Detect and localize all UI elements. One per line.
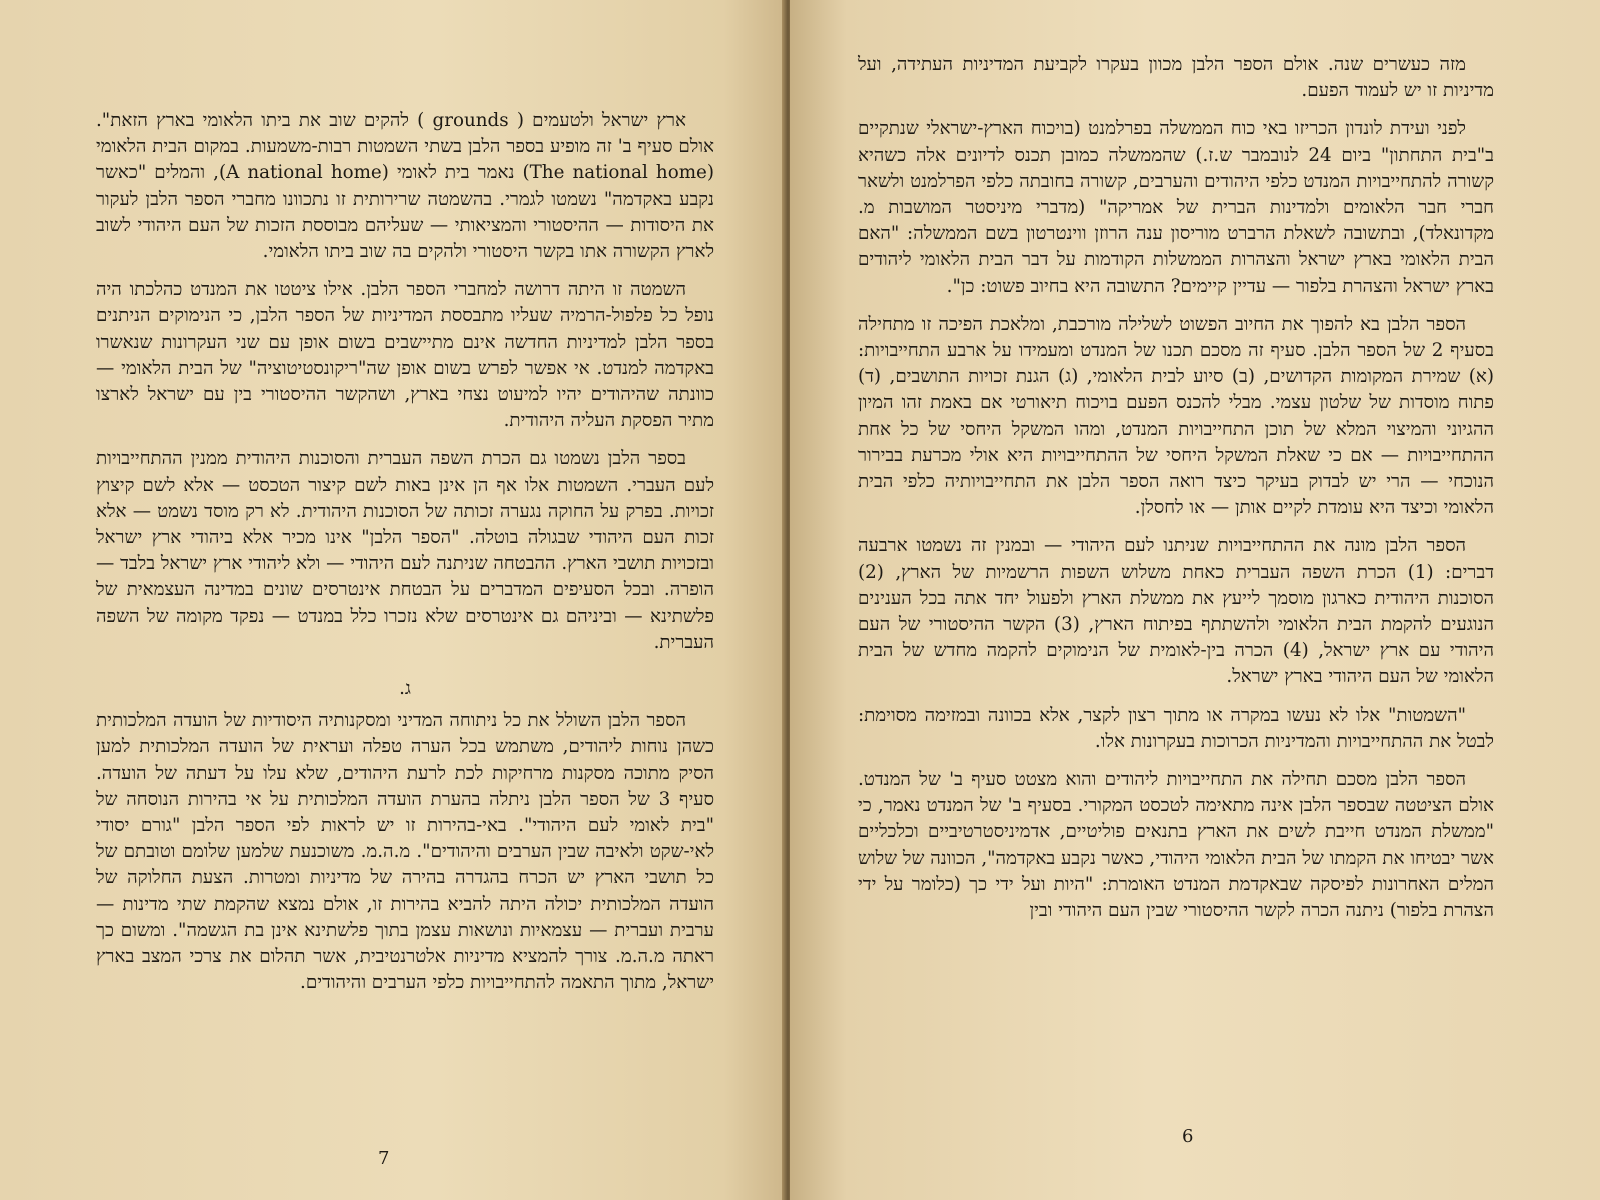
paragraph: ארץ ישראל ולטעמים ( grounds ) להקים שוב את ביתו הלאומי בארץ הזאת". אולם סעיף ב' זה מופיע בספר הלבן בשתי השמטות רבות-משמעות. במקום הבית הלאומי (The national home) נאמר בית לאומי (A national home), והמלים "כאשר נקבע באקדמה" נשמטו לגמרי. בהשמטה שרירותית זו נתכוונו מחברי הספר הלבן לעקור את היסודות — ההיסטורי והמציאותי — שעליהם מבוססת הזכות של העם היהודי לשוב לארץ הקשורה אתו בקשר היסטורי ולהקים בה שוב ביתו הלאומי. bbox=[96, 110, 714, 263]
left-page-text bbox=[96, 108, 714, 1009]
paragraph: הספר הלבן מסכם תחילה את התחייבויות ליהודים והוא מצטט סעיף ב' של המנדט. אולם הציטטה שבספר הלבן אינה מתאימה לטכסט המקורי. בסעיף ב' של המנדט נאמר, כי "ממשלת המנדט חייבת לשים את הארץ בתנאים פוליטיים, אדמיניסטרטיביים וכלכליים אשר יבטיחו את הקמתו של הבית הלאומי היהודי, כאשר נקבע באקדמה", הכוונה של שלוש המלים האחרונות לפיסקה שבאקדמת המנדט האומרת: "היות ועל ידי כך (כלומר על ידי הצהרת בלפור) ניתנה הכרה לקשר ההיסטורי שבין העם היהודי ובין bbox=[858, 769, 1494, 922]
paragraph: לפני ועידת לונדון הכריזו באי כוח הממשלה בפרלמנט (בויכוח הארץ-ישראלי שנתקיים ב"בית התחתון" ביום 24 לנובמבר ש.ז.) שהממשלה כמובן תכנס לדיונים אלה כשהיא קשורה להתחייבויות המנדט כלפי היהודים והערבים, קשורה בחובתה כלפי הפרלמנט ולשאר חברי חבר הלאומים ולמדינות הברית של אמריקה" (מדברי מיניסטר המושבות מ. מקדונאלד), ובתשובה לשאלת הרברט מוריסון ענה הרוזן ווינטרטון בשם הממשלה: "האם הבית הלאומי בארץ ישראל והצהרות הממשלות הקודמות על דבר הבית הלאומי ליהודים בארץ ישראל והצהרת בלפור — עדיין קיימים? התשובה היא בחיוב פשוט: כן". bbox=[858, 118, 1494, 297]
right-page bbox=[790, 0, 1600, 1200]
page-number: 7 bbox=[378, 1148, 390, 1169]
paragraph: הספר הלבן השולל את כל ניתוחה המדיני ומסקנותיה היסודיות של הועדה המלכותית כשהן נוחות ליהודים, משתמש בכל הערה טפלה ועראית של הועדה המלכותית למען הסיק מתוכה מסקנות מרחיקות לכת לרעת היהודים, שלא עלו על דעתה של הועדה. סעיף 3 של הספר הלבן ניתלה בהערת הועדה המלכותית על אי בהירות הנוסחה של "בית לאומי לעם היהודי". באי-בהירות זו יש לראות לפי הספר הלבן "גורם יסודי לאי-שקט ולאיבה שבין הערבים והיהודים". מ.ה.מ. משוכנעת שלמען שלומם וטובתם של כל תושבי הארץ יש הכרח בהגדרה בהירה של מדיניות ומטרות. הצעת החלוקה של הועדה המלכותית יכולה היתה להביא בהירות זו, אולם נמצא שהקמת שתי מדינות — ערבית ועברית — עצמאיות ונושאות עצמן בתוך פלשתינא אינן בת הגשמה". ומשום כך ראתה מ.ה.מ. צורך להמציא מדיניות אלטרנטיבית, אשר תהלום את צרכי המצב בארץ ישראל, מתוך התאמה להתחייבויות כלפי הערבים והיהודים. bbox=[96, 710, 714, 994]
paragraph: מזה כעשרים שנה. אולם הספר הלבן מכוון בעקרו לקביעת המדיניות העתידה, ועל מדיניות זו יש לעמוד הפעם. bbox=[858, 54, 1494, 102]
paragraph: "השמטות" אלו לא נעשו במקרה או מתוך רצון לקצר, אלא בכוונה ובמזימה מסוימת: לבטל את ההתחייבויות והמדיניות הכרוכות בעקרונות אלו. bbox=[858, 704, 1494, 752]
paragraph: הספר הלבן בא להפוך את החיוב הפשוט לשלילה מורכבת, ומלאכת הפיכה זו מתחילה בסעיף 2 של הספר הלבן. סעיף זה מסכם תכנו של המנדט ומעמידו על ארבע התחייבויות: (א) שמירת המקומות הקדושים, (ב) סיוע לבית הלאומי, (ג) הגנת זכויות התושבים, (ד) פתוח מוסדות של שלטון עצמי. מבלי להכנס הפעם בויכוח תיאורטי אם באמת זהו המיון ההגיוני והמיצוי המלא של תוכן התחייבויות המנדט, ומהו המשקל היחסי של כל אחת ההתחייבויות — אם כי שאלת המשקל היחסי של ההתחייבויות היא אולי מכרעת בבירור הנוכחי — הרי יש לבדוק בעיקר כיצד רואה הספר הלבן את התחייבויותיה כלפי הבית הלאומי וכיצד היא עומדת לקיים אותן — או לחסלן. bbox=[858, 313, 1494, 519]
right-page-text bbox=[858, 52, 1494, 936]
paragraph: השמטה זו היתה דרושה למחברי הספר הלבן. אילו ציטטו את המנדט כהלכתו היה נופל כל פלפול-הרמיה שעליו מתבססת המדיניות של הספר הלבן, כי הנימוקים הניתנים בספר הלבן למדיניות החדשה אינם מתיישבים בשום אופן עם שני העקרונות שנאשרו באקדמה למנדט. אי אפשר לפרש בשום אופן שה"ריקונסטיטוציה" של הבית הלאומי — כוונתה שהיהודים יהיו למיעוט נצחי בארץ, ושהקשר ההיסטורי בין עם ישראל לארצו מתיר הפסקת העליה היהודית. bbox=[96, 279, 714, 432]
page-number: 6 bbox=[1182, 1126, 1194, 1147]
section-mark: ג. bbox=[399, 678, 411, 700]
paragraph: בספר הלבן נשמטו גם הכרת השפה העברית והסוכנות היהודית ממנין ההתחייבויות לעם העברי. השמטות אלו אף הן אינן באות לשם קיצור הטכסט — אלא לשם קיצוץ זכויות. בפרק על החוקה נגערה זכותה של הסוכנות היהודית. לא רק מוסד נשמט — אלא זכות העם היהודי שבגולה בוטלה. "הספר הלבן" אינו מכיר אלא ביהודי ארץ ישראל ובזכויות תושבי הארץ. ההבטחה שניתנה לעם היהודי — ולא ליהודי ארץ ישראל בלבד — הופרה. ובכל הסעיפים המדברים על הבטחת אינטרסים שונים במדינה העצמאית של פלשתינא — וביניהם גם אינטרסים שלא נזכרו כלל במנדט — נפקד מקומה של השפה העברית. bbox=[95, 448, 714, 653]
paragraph: הספר הלבן מונה את ההתחייבויות שניתנו לעם היהודי — ובמנין זה נשמטו ארבעה דברים: (1) הכרת השפה העברית כאחת משלוש השפות הרשמיות של הארץ, (2) הסוכנות היהודית כארגון מוסמך לייעץ את ממשלת הארץ ולפעול יחד אתה בכל הענינים הנוגעים להקמת הבית הלאומי ולהשתתף בפיתוח הארץ, (3) הקשר ההיסטורי של העם היהודי עם ארץ ישראל, (4) הכרה בין-לאומית של הנימוקים להקמה מחדש של הבית הלאומי של העם היהודי בארץ ישראל. bbox=[858, 535, 1494, 688]
left-page bbox=[0, 0, 786, 1200]
